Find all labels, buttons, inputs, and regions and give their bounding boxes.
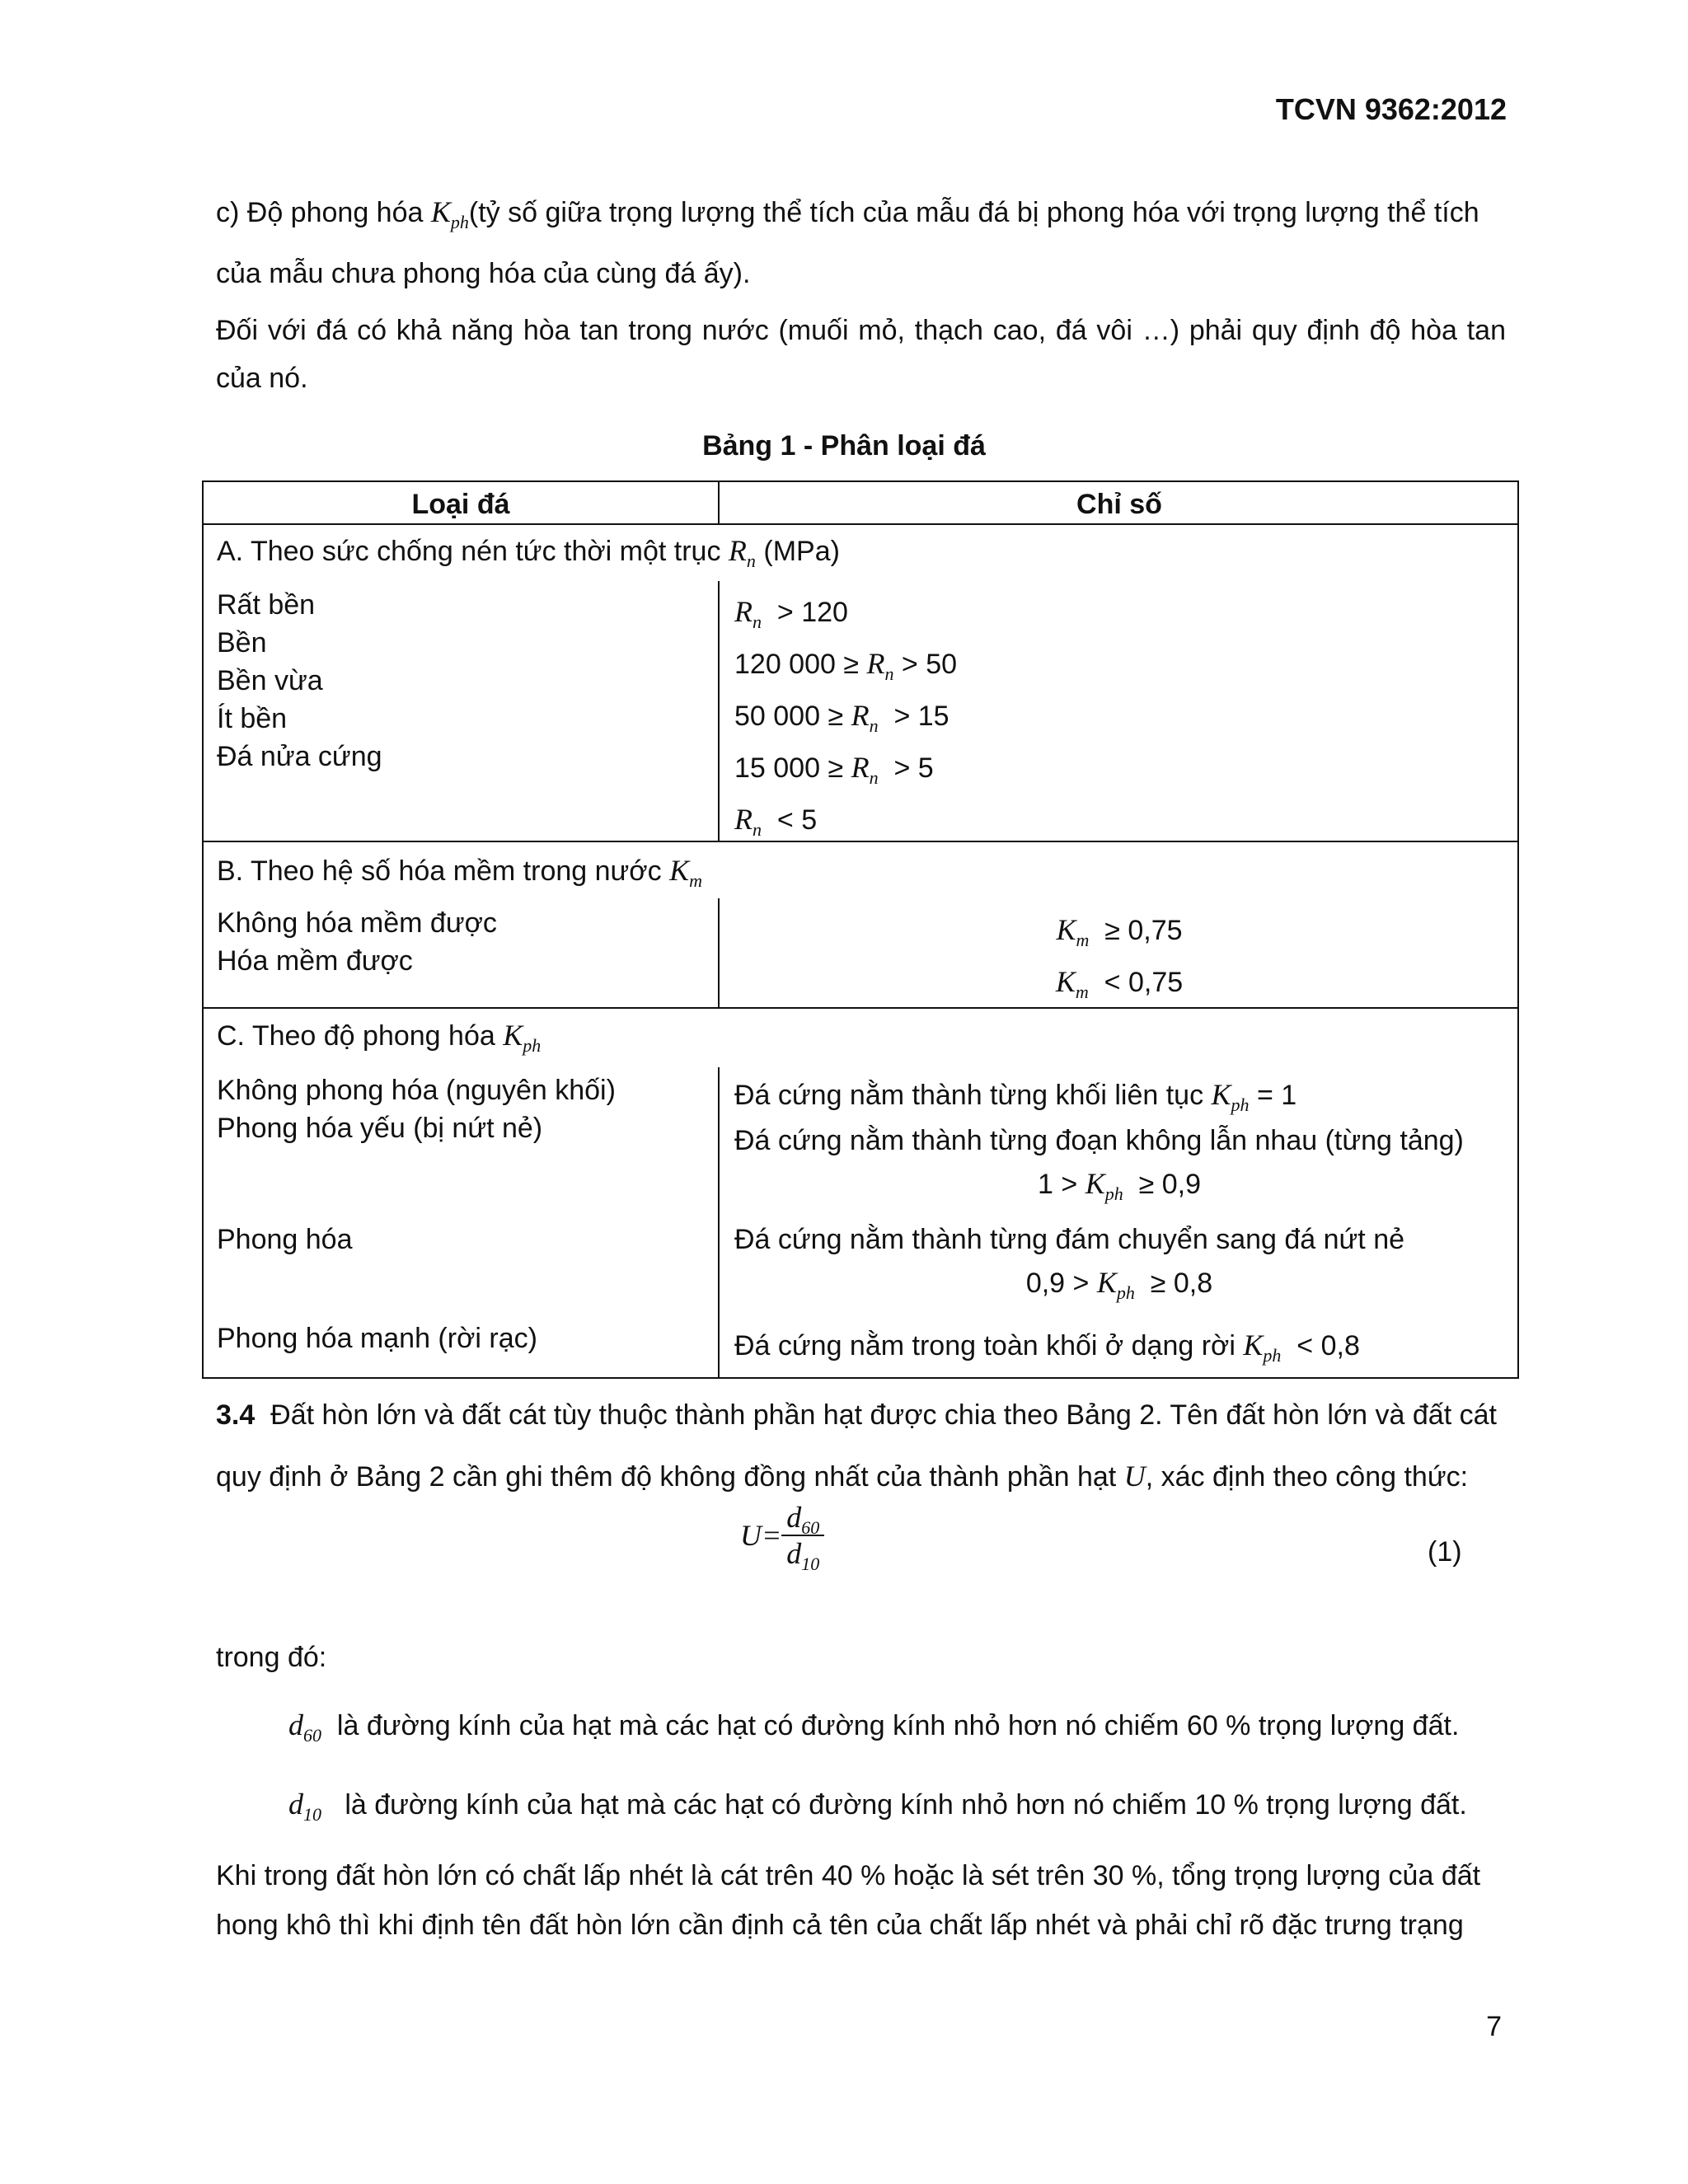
section-3-4-line1 bbox=[216, 1385, 1506, 1446]
rn-subscript: n bbox=[869, 715, 879, 736]
item-c-line1 bbox=[216, 181, 1506, 243]
rock-type-item: Phong hóa yếu (bị nứt nẻ) bbox=[217, 1113, 543, 1144]
rock-type-item: Bền bbox=[217, 627, 267, 658]
rn-symbol: R bbox=[734, 595, 753, 628]
d60-text: là đường kính của hạt mà các hạt có đường kính nhỏ hơn nó chiếm 60 % trọng lượng đất. bbox=[336, 1710, 1460, 1741]
index-value-text: ≥ 0,9 bbox=[1138, 1169, 1201, 1200]
index-value bbox=[734, 1077, 1297, 1115]
km-subscript: m bbox=[1075, 982, 1089, 1002]
kph-symbol: K bbox=[503, 1019, 523, 1052]
index-value bbox=[720, 1166, 1519, 1204]
kph-subscript: ph bbox=[523, 1035, 542, 1056]
rn-symbol: R bbox=[734, 803, 753, 836]
index-value-text: 50 000 ≥ bbox=[734, 701, 844, 732]
formula-fraction bbox=[781, 1500, 824, 1574]
km-symbol: K bbox=[1056, 913, 1076, 946]
index-value bbox=[734, 794, 957, 846]
rn-subscript: n bbox=[884, 663, 894, 684]
section-3-4-paragraph bbox=[216, 1385, 1506, 1507]
kph-symbol: K bbox=[1211, 1078, 1231, 1111]
kph-subscript: ph bbox=[1231, 1094, 1250, 1115]
item-c-line2: của mẫu chưa phong hóa của cùng đá ấy). bbox=[216, 258, 751, 289]
index-value bbox=[734, 586, 957, 638]
formula-denominator-sub: 10 bbox=[801, 1554, 820, 1574]
section-a-title bbox=[217, 533, 840, 571]
section-a-unit: (MPa) bbox=[763, 536, 840, 567]
index-value bbox=[720, 1265, 1519, 1303]
formula-lhs: U= bbox=[740, 1519, 782, 1552]
kph-symbol: K bbox=[1085, 1167, 1105, 1200]
index-value-text: > 120 bbox=[776, 597, 848, 628]
section-b-title-text: B. Theo hệ số hóa mềm trong nước bbox=[217, 855, 662, 887]
rn-symbol: R bbox=[851, 699, 870, 732]
column-header-index: Chỉ số bbox=[1076, 489, 1162, 520]
u-symbol: U bbox=[1123, 1460, 1146, 1493]
d60-definition bbox=[288, 1708, 1460, 1746]
section-3-4-line2 bbox=[216, 1446, 1506, 1507]
item-c-prefix: c) Độ phong hóa bbox=[216, 197, 424, 228]
formula-numerator bbox=[781, 1500, 824, 1536]
rn-symbol: R bbox=[866, 647, 885, 680]
section-a-values bbox=[734, 586, 957, 846]
kph-subscript: ph bbox=[450, 212, 469, 232]
table-column-divider bbox=[718, 1067, 720, 1379]
rock-type-item: Ít bền bbox=[217, 703, 288, 734]
index-value-text: 120 000 ≥ bbox=[734, 649, 860, 680]
rn-subscript: n bbox=[869, 767, 879, 788]
index-value-text: = 1 bbox=[1257, 1080, 1297, 1111]
section-b-title bbox=[217, 853, 702, 891]
document-standard-code: TCVN 9362:2012 bbox=[1275, 92, 1507, 126]
kph-symbol: K bbox=[1096, 1266, 1117, 1299]
section-b-types bbox=[217, 904, 497, 980]
closing-line1: Khi trong đất hòn lớn có chất lấp nhét là cát trên 40 % hoặc là sét trên 30 %, tổng trọng lượng của đất bbox=[216, 1860, 1481, 1891]
index-value-text: > 50 bbox=[901, 649, 958, 680]
item-c-rest: (tỷ số giữa trọng lượng thể tích của mẫu đá bị phong hóa với trọng lượng thể tích bbox=[468, 197, 1479, 228]
formula-numerator-symbol: d bbox=[786, 1501, 802, 1534]
item-c-paragraph bbox=[216, 181, 1506, 304]
formula-numerator-sub: 60 bbox=[801, 1517, 820, 1538]
index-value-text: < 0,75 bbox=[1104, 967, 1184, 998]
rn-symbol: R bbox=[728, 534, 747, 567]
section-3-4-text: Đất hòn lớn và đất cát tùy thuộc thành phần hạt được chia theo Bảng 2. Tên đất hòn lớn và đất cát bbox=[270, 1399, 1497, 1431]
section-c-title-text: C. Theo độ phong hóa bbox=[217, 1020, 495, 1052]
formula-denominator-symbol: d bbox=[786, 1537, 802, 1570]
rock-type-item: Bền vừa bbox=[217, 665, 323, 696]
index-value-text: 0,9 > bbox=[1025, 1268, 1090, 1299]
rn-subscript: n bbox=[746, 551, 756, 571]
formula-uniformity bbox=[740, 1500, 824, 1574]
table1-caption: Bảng 1 - Phân loại đá bbox=[702, 430, 986, 462]
rock-type-item: Không phong hóa (nguyên khối) bbox=[217, 1075, 616, 1106]
d60-subscript: 60 bbox=[303, 1725, 321, 1746]
d10-definition bbox=[288, 1787, 1467, 1825]
index-value bbox=[734, 690, 957, 742]
equation-number: (1) bbox=[1428, 1536, 1462, 1568]
rn-symbol: R bbox=[851, 751, 870, 784]
table1 bbox=[202, 480, 1519, 1379]
rock-type-item: Rất bền bbox=[217, 589, 316, 621]
section-3-4-text: , xác định theo công thức: bbox=[1145, 1461, 1469, 1493]
closing-line2: hong khô thì khi định tên đất hòn lớn cần định cả tên của chất lấp nhét và phải chỉ rõ đặc trưng trạng bbox=[216, 1910, 1464, 1941]
section-a-title-text: A. Theo sức chống nén tức thời một trục bbox=[217, 536, 721, 567]
index-value-text: ≥ 0,75 bbox=[1104, 915, 1183, 946]
kph-subscript: ph bbox=[1104, 1183, 1123, 1204]
kph-subscript: ph bbox=[1116, 1282, 1135, 1303]
section-a-types bbox=[217, 586, 382, 776]
section-c-types-group1 bbox=[217, 1071, 616, 1147]
index-value-text: Đá cứng nằm thành từng đoạn không lẫn nhau (từng tảng) bbox=[734, 1125, 1464, 1156]
km-subscript: m bbox=[689, 870, 702, 891]
index-value bbox=[734, 638, 957, 690]
index-value-text: 15 000 ≥ bbox=[734, 752, 844, 784]
index-value-text: Đá cứng nằm thành từng khối liên tục bbox=[734, 1080, 1204, 1111]
index-value-text: Đá cứng nằm thành từng đám chuyển sang đá nứt nẻ bbox=[734, 1224, 1405, 1255]
index-value-text: < 0,8 bbox=[1296, 1330, 1360, 1361]
page-number: 7 bbox=[1486, 2011, 1502, 2042]
km-symbol: K bbox=[1055, 965, 1076, 998]
dissolve-paragraph: Đối với đá có khả năng hòa tan trong nước (muối mỏ, thạch cao, đá vôi …) phải quy định độ hòa tan của nó. bbox=[216, 315, 1506, 394]
index-value-text: > 15 bbox=[893, 701, 950, 732]
kph-symbol: K bbox=[1243, 1329, 1264, 1361]
closing-paragraph bbox=[216, 1851, 1506, 1950]
where-label: trong đó: bbox=[216, 1642, 327, 1673]
section-b-values bbox=[720, 904, 1519, 1008]
index-value bbox=[720, 904, 1519, 956]
index-value-text: Đá cứng nằm trong toàn khối ở dạng rời bbox=[734, 1330, 1236, 1361]
rock-type-item: Không hóa mềm được bbox=[217, 907, 497, 939]
rn-subscript: n bbox=[753, 819, 762, 840]
d10-symbol: d bbox=[288, 1788, 303, 1821]
rn-subscript: n bbox=[753, 612, 762, 632]
table-column-divider bbox=[718, 581, 720, 841]
index-value-text: > 5 bbox=[893, 752, 934, 784]
d60-symbol: d bbox=[288, 1708, 303, 1741]
section-3-4-text: quy định ở Bảng 2 cần ghi thêm độ không đồng nhất của thành phần hạt bbox=[216, 1461, 1117, 1493]
index-value-text: < 5 bbox=[776, 804, 818, 836]
km-subscript: m bbox=[1076, 930, 1090, 950]
rock-type-item: Hóa mềm được bbox=[217, 945, 413, 977]
index-value bbox=[734, 1328, 1360, 1366]
formula-denominator bbox=[781, 1536, 824, 1574]
kph-subscript: ph bbox=[1263, 1345, 1282, 1366]
index-value bbox=[720, 956, 1519, 1008]
kph-symbol: K bbox=[430, 195, 451, 228]
d10-text: là đường kính của hạt mà các hạt có đường kính nhỏ hơn nó chiếm 10 % trọng lượng đất. bbox=[345, 1789, 1467, 1821]
section-number: 3.4 bbox=[216, 1399, 256, 1431]
km-symbol: K bbox=[669, 854, 690, 887]
column-header-rock-type: Loại đá bbox=[411, 489, 510, 520]
index-value bbox=[734, 742, 957, 794]
d10-subscript: 10 bbox=[303, 1804, 321, 1825]
rock-type-item: Phong hóa bbox=[217, 1224, 353, 1255]
rock-type-item: Phong hóa mạnh (rời rạc) bbox=[217, 1323, 537, 1354]
table-rule bbox=[204, 523, 1517, 525]
section-c-title bbox=[217, 1018, 542, 1056]
index-value-text: ≥ 0,8 bbox=[1150, 1268, 1213, 1299]
index-value-text: 1 > bbox=[1038, 1169, 1078, 1200]
rock-type-item: Đá nửa cứng bbox=[217, 741, 382, 772]
